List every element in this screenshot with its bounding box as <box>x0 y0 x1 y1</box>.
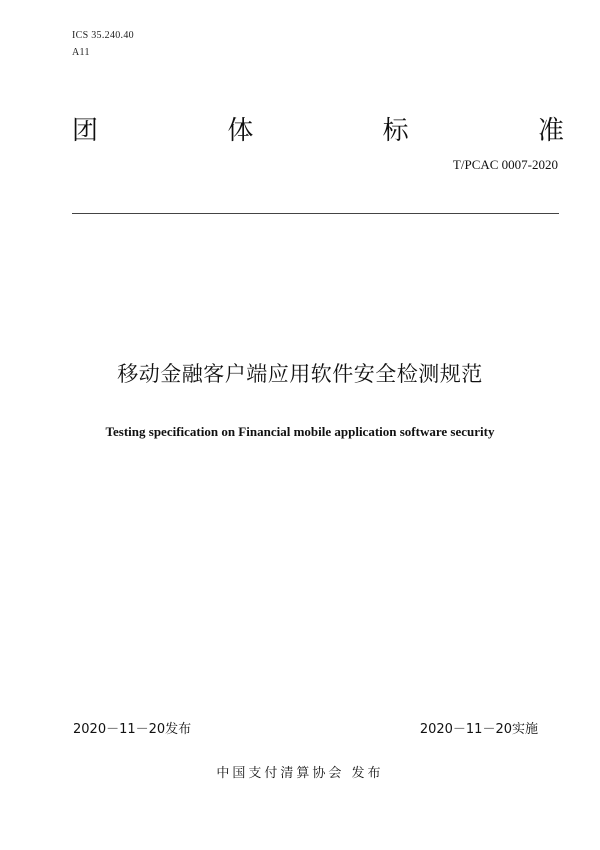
standard-number: T/PCAC 0007-2020 <box>452 157 558 172</box>
classification-code: A11 <box>72 47 90 58</box>
standard-type-char: 团 <box>72 116 99 146</box>
document-title-en: Testing specification on Financial mobile application software security <box>105 424 495 439</box>
ics-code: ICS 35.240.40 <box>72 30 134 41</box>
standard-type-heading <box>72 113 564 149</box>
header-divider <box>72 213 559 214</box>
document-title-cn: 移动金融客户端应用软件安全检测规范 <box>117 362 483 386</box>
standard-type-char: 标 <box>382 116 409 146</box>
publisher: 中国支付清算协会 发布 <box>216 766 384 781</box>
publish-date: 2020－11－20发布 <box>73 722 192 737</box>
standard-type-char: 准 <box>537 116 564 146</box>
standard-type-char: 体 <box>227 116 254 146</box>
effective-date: 2020－11－20实施 <box>419 722 538 737</box>
